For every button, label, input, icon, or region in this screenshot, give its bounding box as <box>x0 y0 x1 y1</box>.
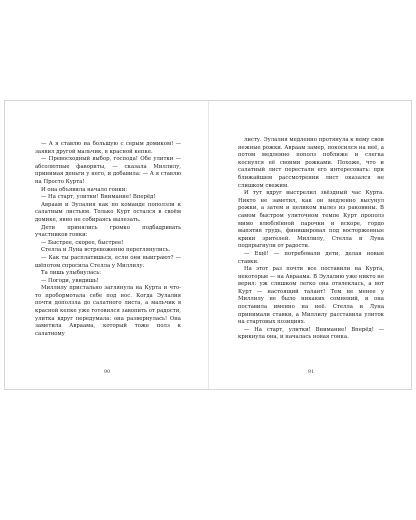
paragraph: Стелла и Луна встревоженно переглянулись. <box>41 247 171 254</box>
page-number-right: 91 <box>307 369 315 375</box>
right-page <box>209 101 413 389</box>
paragraph: — Погоди, увидишь! <box>41 277 99 284</box>
paragraph: Миллилу пристально заглянула на Курта и что-то пробормотала себе под нос. Когда Эулалия почти доползла до салатного листа, а мальчик в красной кепке уже готовился завопить от радости, улитка вдруг передумала: она развернулась! Она заметила Авраама, который тоже полз к салатному <box>35 285 181 337</box>
left-page-text <box>35 141 181 338</box>
left-page <box>5 101 209 389</box>
paragraph: — Быстрее, скорее, быстрее! <box>41 239 124 246</box>
paragraph: листу. Эулалия медленно протянула к нему свои нежные рожки. Авраам замер, покосился на неё, а потом медленно пополз поближе и слегка коснулся её своими рожками. Похоже, что и салатный лист перестали его интересовать: при ближайшем рассмотрении лист оказался не слишком свежим. <box>238 137 384 189</box>
paragraph: Та лишь улыбнулась: <box>41 270 101 277</box>
paragraph: — Превосходный выбор, господа! Обе улитки — абсолютные фавориты, — сказала Миллилу, принимая деньги у него, и добавила: — А я ставлю на Просто Курта! <box>35 156 181 185</box>
paragraph: — На старт, улитки! Внимание! Вперёд! <box>41 194 156 201</box>
paragraph: — А я ставлю на большую с серым домиком! — заявил другой мальчик, в красной кепке. <box>35 141 181 155</box>
page-number-left: 90 <box>103 369 111 375</box>
paragraph: — На старт, улитки! Внимание! Вперёд! — крикнула она, и началась новая гонка. <box>238 326 384 341</box>
paragraph: И она объявила начало гонки: <box>41 186 128 193</box>
paragraph: — Как ты расплатишься, если они выиграют? — шёпотом спросила Стелла у Миллилу. <box>35 254 181 269</box>
right-page-text <box>238 137 384 342</box>
paragraph: Дети принялись громко подбадривать участников гонки: <box>35 224 181 239</box>
paragraph: И тут вдруг выстрелил звёздный час Курта. Никто не заметил, как он медленно высунул рожки, а затем и целиком вылез из раковины. В самом быстром улиточном темпе Курт прополз мимо влюблённой парочки и вскоре, гордо выпятив грудь, финишировал под восторженные крики зрителей. Миллилу, Стелла и Луна подпрыгнули от радости. <box>238 190 384 250</box>
paragraph: — Ещё! — потребовали дети, делая новые ставки. <box>238 250 384 265</box>
paragraph: На этот раз почти все поставили на Курта, некоторые — на Авраама. В Эулалию уже никто не верил: уж слишком легко она отвлеклась, а вот Курт — настоящий талант! Тем не менее у Миллилу не было никаких сомнений, и она поставила именно на неё. Стелла и Луна принимали ставки, а Миллилу расставила улиток на стартовых позициях. <box>238 266 384 326</box>
book-spread <box>4 100 412 390</box>
paragraph: Авраам и Эулалия как по команде поползли к салатным листьям. Только Курт остался в своём домике, явно не собираясь вылезать. <box>35 201 181 223</box>
